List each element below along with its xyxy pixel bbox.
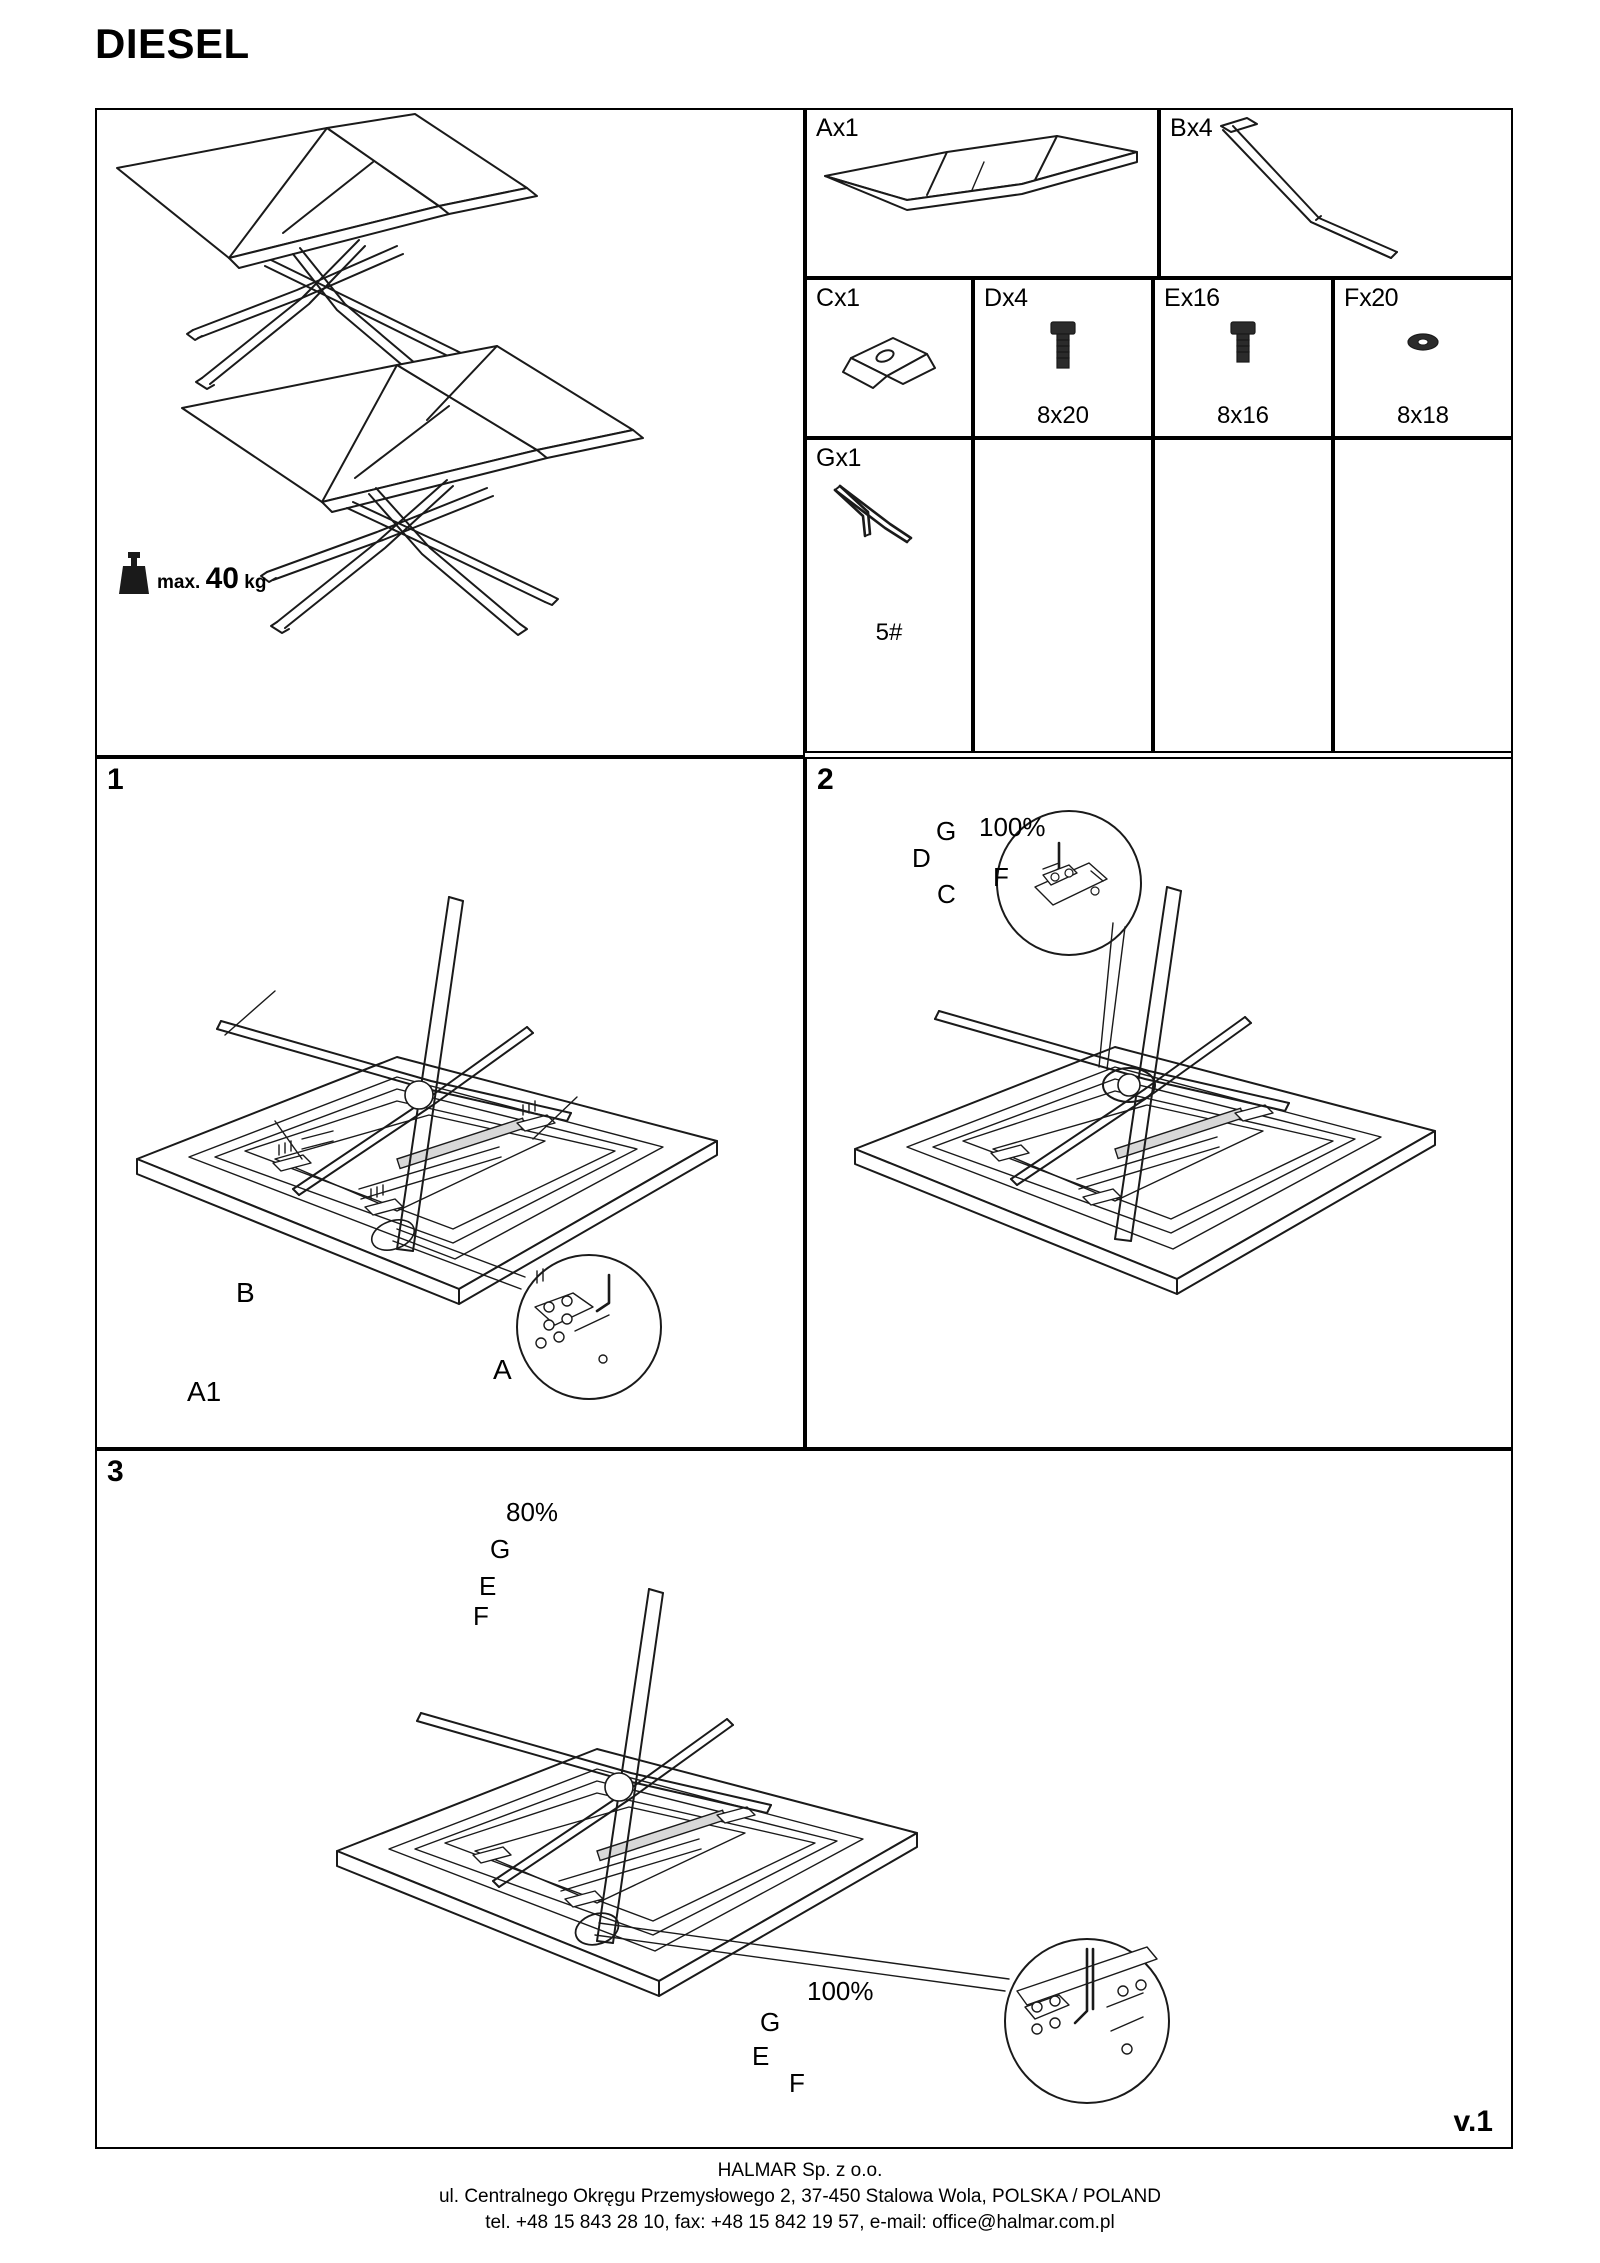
part-cell-a bbox=[805, 108, 1159, 278]
step-3-panel bbox=[95, 1449, 1513, 2149]
part-size-d: 8x20 bbox=[1036, 402, 1090, 429]
part-code-g: G bbox=[816, 444, 836, 472]
footer-company: HALMAR Sp. z o.o. bbox=[717, 2160, 883, 2181]
overview-panel bbox=[95, 108, 805, 757]
part-f-drawing bbox=[1335, 280, 1511, 400]
part-code-d: D bbox=[984, 284, 1003, 312]
part-cell-d bbox=[973, 278, 1153, 438]
step-1-panel bbox=[95, 757, 805, 1631]
weight-icon bbox=[117, 550, 151, 596]
step-1-callout-part-g: G bbox=[490, 1534, 511, 1564]
step-3-illustration bbox=[97, 1451, 1511, 2147]
part-cell-empty-2 bbox=[1153, 438, 1333, 753]
footer-address: ul. Centralnego Okręgu Przemysłowego 2, 37-450 Stalowa Wola, POLSKA / POLAND bbox=[438, 2186, 1161, 2208]
step-2-callout-part-d: D bbox=[912, 843, 931, 873]
max-load-badge bbox=[117, 550, 266, 596]
step-1-callout-part-e: E bbox=[479, 1571, 497, 1601]
footer bbox=[0, 2158, 1600, 2237]
part-size-e: 8x16 bbox=[1216, 402, 1270, 429]
part-size-f: 8x18 bbox=[1396, 402, 1450, 429]
step-2-callout-part-f: F bbox=[993, 862, 1009, 892]
part-d-drawing bbox=[975, 280, 1151, 400]
step-2-callout-part-g: G bbox=[936, 816, 957, 846]
part-c-drawing bbox=[807, 280, 971, 436]
step-1-number: 1 bbox=[107, 763, 124, 796]
part-e-drawing bbox=[1155, 280, 1331, 400]
step-1-callout-part-f: F bbox=[473, 1601, 489, 1631]
step-2-number: 2 bbox=[817, 763, 834, 796]
part-cell-g bbox=[805, 438, 973, 753]
step-3-callout-part-g: G bbox=[760, 2007, 781, 2037]
part-g-drawing bbox=[807, 440, 971, 620]
part-cell-empty-3 bbox=[1333, 438, 1513, 753]
max-load-prefix: max. bbox=[157, 572, 201, 593]
part-qty-e: x16 bbox=[1180, 284, 1220, 312]
part-size-g: 5# bbox=[875, 619, 903, 646]
part-qty-d: x4 bbox=[1002, 284, 1028, 312]
step-3-callout-part-f: F bbox=[789, 2068, 805, 2098]
step-1-label-b: B bbox=[236, 1277, 255, 1308]
part-qty-g: x1 bbox=[835, 444, 861, 472]
part-cell-empty-1 bbox=[973, 438, 1153, 753]
step-3-zoom-label: 100% bbox=[807, 1976, 874, 2006]
part-cell-e bbox=[1153, 278, 1333, 438]
footer-contact: tel. +48 15 843 28 10, fax: +48 15 842 19 57, e-mail: office@halmar.com.pl bbox=[485, 2212, 1115, 2234]
parts-table bbox=[805, 108, 1513, 757]
version-label: v.1 bbox=[1453, 2105, 1493, 2138]
part-code-f: F bbox=[1344, 284, 1360, 312]
part-code-b: B bbox=[1170, 114, 1187, 142]
step-1-illustration bbox=[97, 759, 803, 1447]
step-2-zoom-label: 100% bbox=[979, 812, 1046, 842]
part-code-e: E bbox=[1164, 284, 1181, 312]
max-load-unit: kg bbox=[244, 572, 267, 593]
part-qty-f: x20 bbox=[1359, 284, 1399, 312]
step-3-number: 3 bbox=[107, 1455, 124, 1488]
part-b-drawing bbox=[1161, 110, 1511, 276]
step-1-label-a1: A1 bbox=[187, 1376, 222, 1407]
part-qty-c: x1 bbox=[834, 284, 860, 312]
part-qty-a: x1 bbox=[832, 114, 859, 142]
overview-illustration bbox=[97, 110, 803, 755]
part-cell-b bbox=[1159, 108, 1513, 278]
step-1-label-a: A bbox=[493, 1354, 512, 1385]
step-3-callout-part-e: E bbox=[752, 2041, 770, 2071]
max-load-value: 40 bbox=[205, 562, 239, 595]
step-1-zoom-label: 80% bbox=[506, 1497, 559, 1527]
step-2-panel bbox=[805, 757, 1513, 1449]
part-qty-b: x4 bbox=[1186, 114, 1213, 142]
step-2-callout-part-c: C bbox=[937, 879, 956, 909]
part-a-drawing bbox=[807, 110, 1157, 276]
part-cell-c bbox=[805, 278, 973, 438]
part-code-a: A bbox=[816, 114, 833, 142]
part-cell-f bbox=[1333, 278, 1513, 438]
part-code-c: C bbox=[816, 284, 835, 312]
max-load-text bbox=[157, 564, 266, 596]
page-title: DIESEL bbox=[95, 20, 250, 67]
